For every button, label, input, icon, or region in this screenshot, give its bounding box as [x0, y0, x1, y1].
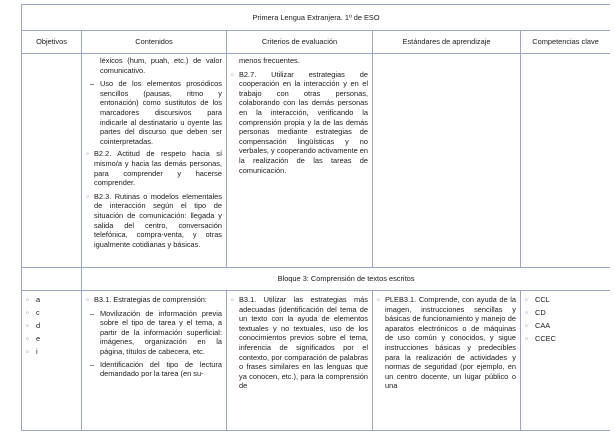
block2-competencias-cell	[521, 54, 611, 268]
bullet-marker: ▫	[377, 295, 380, 304]
dash-marker: –	[90, 359, 95, 369]
block3-contenidos-cell	[82, 291, 227, 431]
dash-marker: –	[90, 308, 95, 318]
objetivos-list	[22, 291, 81, 364]
competencia-item: ▫ CAA	[525, 321, 551, 330]
bullet-marker: ▫	[231, 295, 234, 304]
header-competencias: Competencias clave	[521, 31, 611, 54]
block3-title-row	[22, 268, 611, 291]
header-objetivos: Objetivos	[22, 31, 82, 54]
bullet-marker: ▫	[231, 69, 234, 79]
block3-empty-objetivos	[22, 268, 82, 291]
competencia-item: ▫ CD	[525, 308, 546, 317]
criterios-continuation: menos frecuentes.	[239, 56, 300, 65]
objetivo-item: ▫ a	[26, 295, 41, 304]
block3-objetivos-cell	[22, 291, 82, 431]
header-criterios: Criterios de evaluación	[227, 31, 373, 54]
block2-contenidos-cell	[82, 54, 227, 268]
dash-marker: –	[90, 79, 95, 89]
estandares-item-pleb3-1: ▫ PLEB3.1. Comprende, con ayuda de la imagen, instrucciones sencillas y básicas de funcionamiento y manejo de aparatos electrónicos o de máquinas de uso común y conocidos, y sigue instrucciones básicas y predecibles para la realización de actividades y normas de seguridad (por ejemplo, en un centro docente, un lugar público o una	[377, 295, 516, 391]
block3-row	[22, 291, 611, 431]
contenidos-item-b3-1: ▫ B3.1. Estrategias de comprensión:	[86, 295, 207, 304]
header-estandares: Estándares de aprendizaje	[373, 31, 521, 54]
objetivo-item: ▫ c	[26, 308, 40, 317]
competencias-list	[521, 291, 610, 351]
contenidos-continuation: léxicos (hum, puah, etc.) de valor comunicativo.	[100, 56, 222, 75]
objetivo-item: ▫ e	[26, 334, 41, 343]
competencia-item: ▫ CCEC	[525, 334, 556, 343]
table-title: Primera Lengua Extranjera. 1º de ESO	[22, 5, 611, 31]
block3-title: Bloque 3: Comprensión de textos escritos	[82, 268, 611, 291]
curriculum-table	[21, 4, 610, 431]
objetivo-item: ▫ d	[26, 321, 41, 330]
bullet-marker: ▫	[86, 191, 89, 201]
contenidos-subitem: – Identificación del tipo de lectura demandado por la tarea (en su-	[90, 359, 222, 379]
competencia-item: ▫ CCL	[525, 295, 550, 304]
column-header-row	[22, 31, 611, 54]
block2-criterios-cell	[227, 54, 373, 268]
contenidos-item-b2-2: ▫ B2.2. Actitud de respeto hacia sí mismo/a y hacia las demás personas, para comprender y hacerse comprender.	[86, 149, 222, 188]
curriculum-page	[21, 4, 610, 439]
criterios-item-b2-7: ▫ B2.7. Utilizar estrategias de cooperación en la interacción y en el trabajo con otras personas, colaborando con las demás personas en la interacción, verificando la comprensión propia y la de las demás personas mediante estrategias de compensación lingüísticas y no verbales, y cooperando activamente en la realización de las tareas de comunicación.	[231, 69, 369, 175]
criterios-item-b3-1: ▫ B3.1. Utilizar las estrategias más adecuadas (identificación del tema de un texto con la ayuda de elementos textuales y no textuales, uso de los conocimientos previos sobre el tema, inferencia de significados por el contexto, por comparación de palabras o frases similares en las lenguas que ya conocen, etc.), para la comprensión de	[231, 295, 368, 391]
block3-competencias-cell	[521, 291, 611, 431]
bullet-marker: ▫	[86, 149, 89, 159]
contenidos-subitem: – Movilización de información previa sobre el tipo de tarea y el tema, a partir de la información superficial: imágenes, organización en la página, títulos de cabecera, etc.	[90, 308, 222, 356]
block2-objetivos-cell	[22, 54, 82, 268]
block3-criterios-cell	[227, 291, 373, 431]
table-title-row	[22, 5, 611, 31]
block3-estandares-cell	[373, 291, 521, 431]
objetivo-item: ▫ i	[26, 347, 38, 356]
block2-row	[22, 54, 611, 268]
header-contenidos: Contenidos	[82, 31, 227, 54]
block2-estandares-cell	[373, 54, 521, 268]
bullet-marker: ▫	[86, 295, 89, 304]
contenidos-subitem: – Uso de los elementos prosódicos sencillos (pausas, ritmo y entonación) como sustitutos de los marcadores discursivos para indicarle al destinatario u oyente las partes del discurso que deben ser cointerpretadas.	[90, 79, 222, 146]
contenidos-item-b2-3: ▫ B2.3. Rutinas o modelos elementales de interacción según el tipo de situación de comunicación: llegada y salida del centro, conversación telefónica, compra-venta, y otras igualmente cotidianas y básicas.	[86, 191, 222, 249]
